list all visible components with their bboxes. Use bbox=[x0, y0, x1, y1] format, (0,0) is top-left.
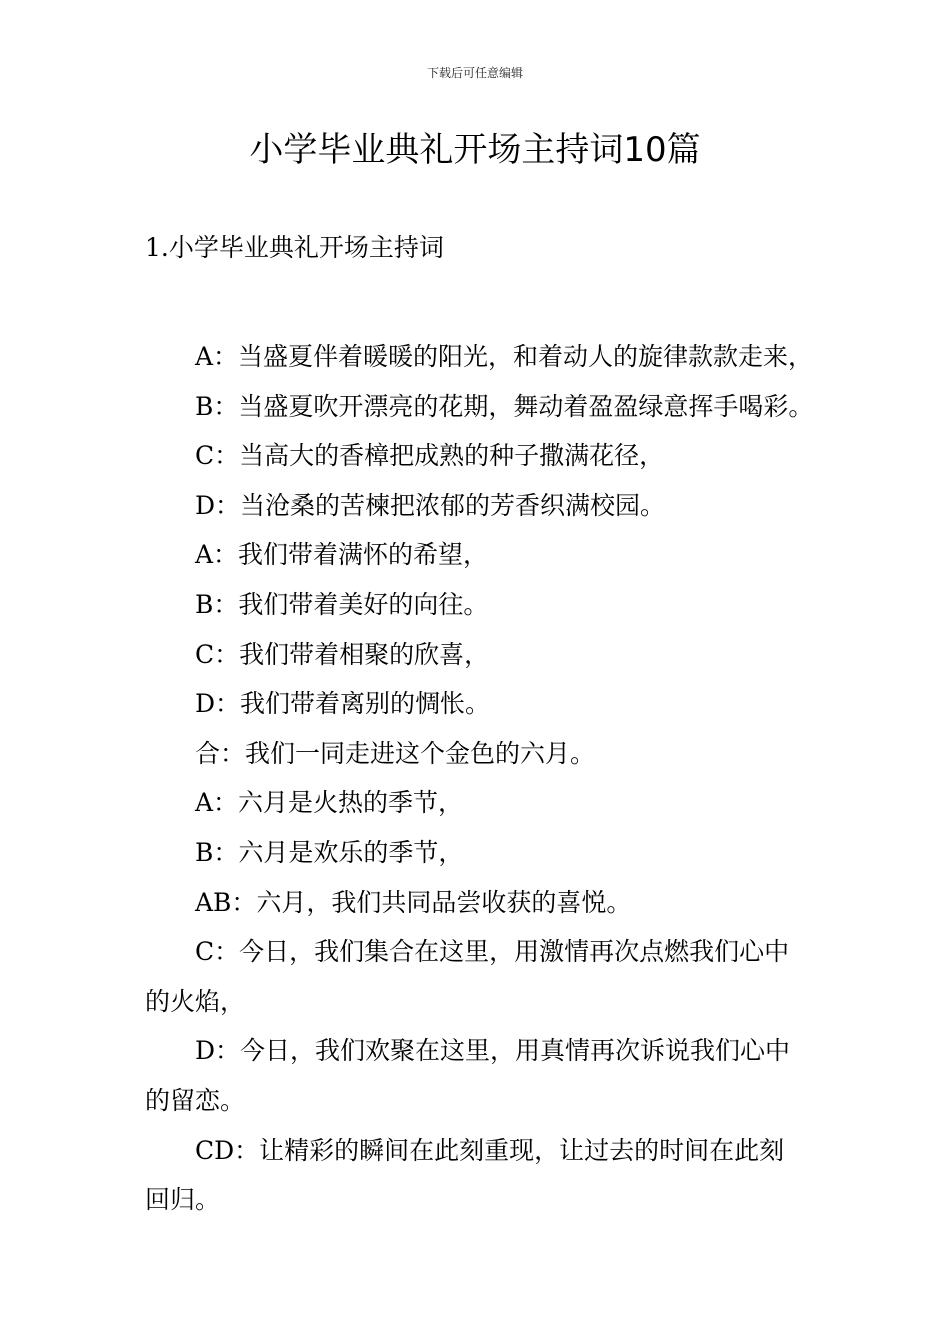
script-line: C：当高大的香樟把成熟的种子撒满花径， bbox=[195, 441, 665, 471]
script-line: C：我们带着相聚的欣喜， bbox=[195, 639, 490, 669]
script-line: A：当盛夏伴着暖暖的阳光，和着动人的旋律款款走来， bbox=[195, 342, 814, 371]
script-line: A：我们带着满怀的希望， bbox=[195, 540, 489, 570]
header-note: 下载后可任意编辑 bbox=[426, 66, 523, 80]
script-line: CD：让精彩的瞬间在此刻重现，让过去的时间在此刻 bbox=[195, 1135, 785, 1165]
script-line: B：六月是欢乐的季节， bbox=[195, 837, 464, 867]
script-line: 合：我们一同走进这个金色的六月。 bbox=[195, 738, 596, 768]
script-line: B：我们带着美好的向往。 bbox=[195, 589, 489, 619]
script-body bbox=[145, 332, 814, 1225]
script-line: D：今日，我们欢聚在这里，用真情再次诉说我们心中 bbox=[195, 1036, 791, 1066]
script-line: A：六月是火热的季节， bbox=[195, 788, 464, 818]
script-line: B：当盛夏吹开漂亮的花期，舞动着盈盈绿意挥手喝彩。 bbox=[195, 391, 814, 421]
script-line-continuation: 的留恋。 bbox=[145, 1085, 246, 1115]
script-line: D：我们带着离别的惆怅。 bbox=[195, 689, 491, 719]
document-title: 小学毕业典礼开场主持词10篇 bbox=[249, 130, 701, 170]
script-line: D：当沧桑的苦楝把浓郁的芳香织满校园。 bbox=[195, 490, 666, 520]
script-line: AB：六月，我们共同品尝收获的喜悦。 bbox=[195, 887, 632, 917]
section-heading: 1.小学毕业典礼开场主持词 bbox=[145, 233, 444, 262]
script-line: C：今日，我们集合在这里，用激情再次点燃我们心中 bbox=[195, 937, 790, 967]
script-line-continuation: 回归。 bbox=[145, 1185, 221, 1215]
script-line-continuation: 的火焰， bbox=[145, 986, 246, 1016]
